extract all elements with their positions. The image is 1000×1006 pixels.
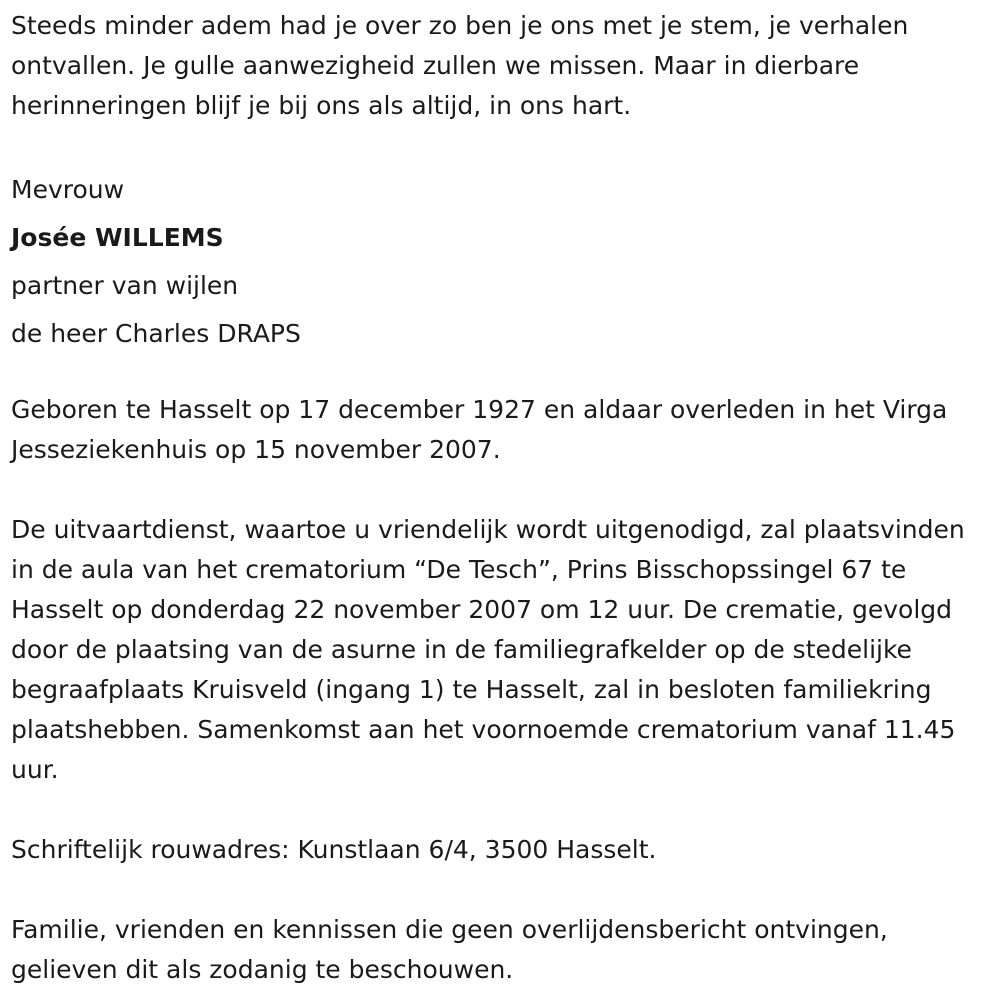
spacer bbox=[11, 470, 986, 510]
birth-death-paragraph: Geboren te Hasselt op 17 december 1927 en aldaar overleden in het Virga Jesseziekenhuis op 15 november 2007. bbox=[11, 395, 948, 464]
deceased-name: Josée WILLEMS bbox=[11, 223, 224, 252]
spacer bbox=[11, 358, 986, 390]
spacer bbox=[11, 126, 986, 166]
spacer bbox=[11, 790, 986, 830]
salutation: Mevrouw bbox=[11, 175, 125, 204]
obituary-notice bbox=[11, 6, 986, 990]
funeral-paragraph: De uitvaartdienst, waartoe u vriendelijk wordt uitgenodigd, zal plaatsvinden in de aula van het crematorium “De Tesch”, Prins Bisschopssingel 67 te Hasselt op donderdag 22 november 2007 om 12 uur. De crematie, gevolgd door de plaatsing van de asurne in de familiegrafkelder op de stedelijke begraafplaats Kruisveld (ingang 1) te Hasselt, zal in besloten familiekring plaatshebben. Samenkomst aan het voornoemde crematorium vanaf 11.45 uur. bbox=[11, 515, 965, 784]
spacer bbox=[11, 870, 986, 910]
closing-paragraph: Familie, vrienden en kennissen die geen overlijdensbericht ontvingen, gelieven dit als zodanig te beschouwen. bbox=[11, 915, 888, 984]
intro-paragraph: Steeds minder adem had je over zo ben je ons met je stem, je verhalen ontvallen. Je gulle aanwezigheid zullen we missen. Maar in dierbare herinneringen blijf je bij ons als altijd, in ons hart. bbox=[11, 11, 909, 120]
address-paragraph: Schriftelijk rouwadres: Kunstlaan 6/4, 3500 Hasselt. bbox=[11, 835, 657, 864]
partner-line-2: de heer Charles DRAPS bbox=[11, 319, 301, 348]
partner-line-1: partner van wijlen bbox=[11, 271, 239, 300]
